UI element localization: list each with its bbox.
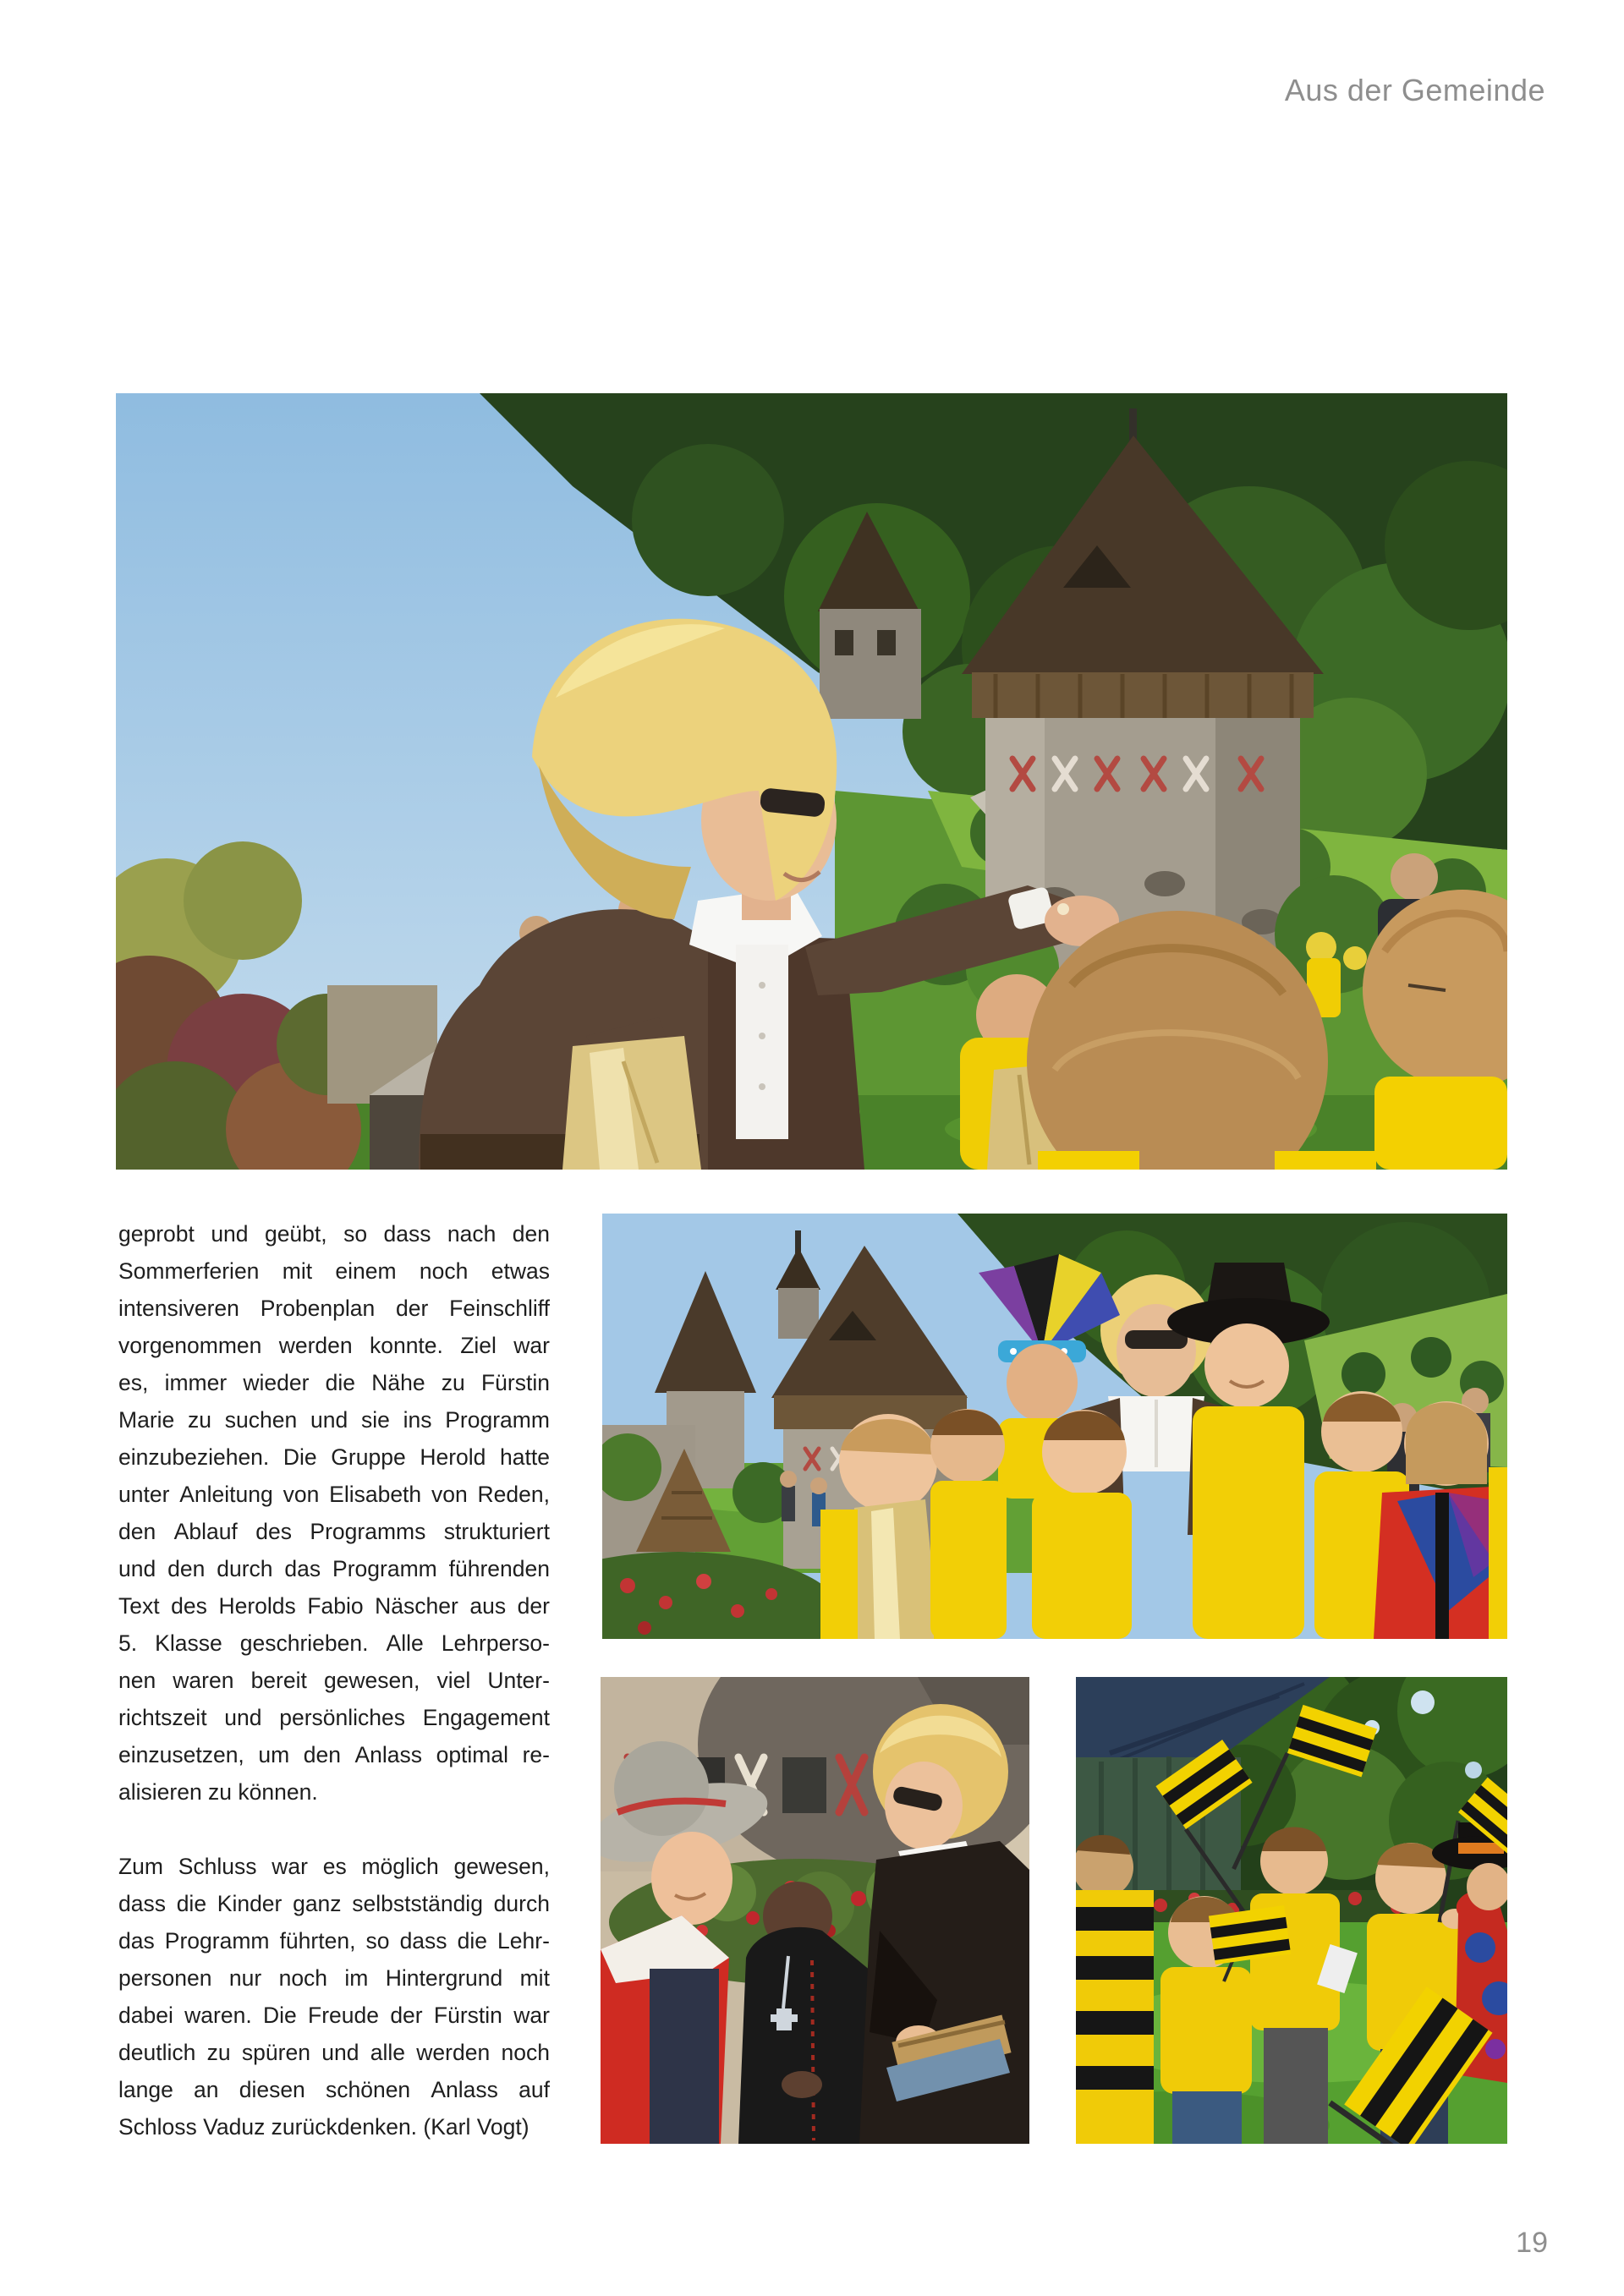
section-header: Aus der Gemeinde bbox=[1284, 73, 1545, 107]
paragraph bbox=[118, 1848, 550, 2145]
boy-two bbox=[1032, 1410, 1132, 1639]
text-line: vorgenommen werden konnte. Ziel war bbox=[118, 1333, 550, 1358]
text-line: das Programm führten, so dass die Lehr- bbox=[118, 1928, 550, 1954]
page-number: 19 bbox=[1516, 2227, 1548, 2259]
text-line: geprobt und geübt, so dass nach den bbox=[118, 1221, 550, 1247]
text-line: und den durch das Programm führenden bbox=[118, 1556, 550, 1581]
fuerstin-marie bbox=[859, 1704, 1029, 2144]
text-line: nen waren bereit gewesen, viel Unter- bbox=[118, 1668, 550, 1693]
paragraph bbox=[118, 1215, 550, 1811]
text-line: Text des Herolds Fabio Näscher aus der bbox=[118, 1593, 550, 1619]
text-line: Schloss Vaduz zurückdenken. (Karl Vogt) bbox=[118, 2114, 529, 2140]
text-line: es, immer wieder die Nähe zu Fürstin bbox=[118, 1370, 550, 1395]
text-line: dass die Kinder ganz selbstständig durch bbox=[118, 1891, 550, 1916]
text-line: einzubeziehen. Die Gruppe Herold hatte bbox=[118, 1444, 550, 1470]
text-line: deutlich zu spüren und alle werden noch bbox=[118, 2040, 550, 2065]
text-line: intensiveren Probenplan der Feinschliff bbox=[118, 1296, 550, 1321]
text-line: alisieren zu können. bbox=[118, 1779, 318, 1805]
photo-castle-gift-bags bbox=[116, 393, 1507, 1170]
text-line: richtszeit und persönliches Engagement bbox=[118, 1705, 550, 1730]
text-line: Marie zu suchen und sie ins Programm bbox=[118, 1407, 550, 1433]
flag bbox=[1209, 1905, 1291, 1964]
text-line: den Ablauf des Programms strukturiert bbox=[118, 1519, 550, 1544]
text-line: einzusetzen, um den Anlass optimal re- bbox=[118, 1742, 550, 1767]
article-text bbox=[118, 1215, 550, 2145]
text-line: Zum Schluss war es möglich gewesen, bbox=[118, 1854, 550, 1879]
text-line: unter Anleitung von Elisabeth von Reden, bbox=[118, 1482, 550, 1507]
photo-group-castle bbox=[602, 1214, 1507, 1639]
text-line: 5. Klasse geschrieben. Alle Lehrperso- bbox=[118, 1630, 550, 1656]
photo-costumes-rose-garden bbox=[601, 1677, 1029, 2144]
text-line: lange an diesen schönen Anlass auf bbox=[118, 2077, 550, 2102]
text-line: dabei waren. Die Freude der Fürstin war bbox=[118, 2003, 550, 2028]
boy-left bbox=[930, 1409, 1007, 1639]
text-line: Sommerferien mit einem noch etwas bbox=[118, 1258, 550, 1284]
photo-children-flags bbox=[1076, 1677, 1507, 2144]
text-line: personen nur noch im Hintergrund mit bbox=[118, 1965, 550, 1991]
